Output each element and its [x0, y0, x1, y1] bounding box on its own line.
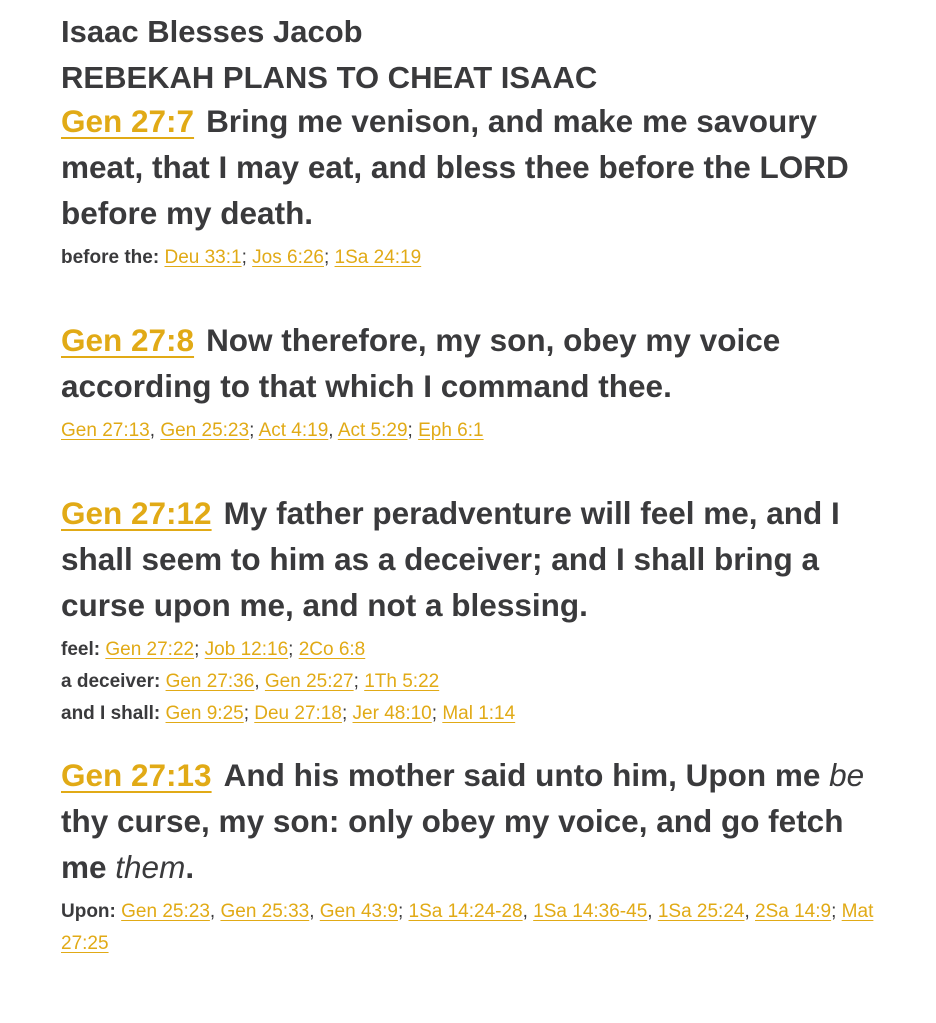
- verse-text: My father peradventure will feel me, and I shall seem to him as a deceiver; and I shall bring a curse upon me, and not a blessing.: [61, 495, 840, 623]
- verse-gen-27-8: [61, 317, 876, 409]
- xref-link[interactable]: Deu 33:1: [164, 247, 242, 268]
- xref-link[interactable]: Gen 25:23: [121, 901, 210, 922]
- verse-text: And his mother said unto him, Upon me: [223, 757, 830, 793]
- verse-reference-link[interactable]: Gen 27:13: [61, 757, 212, 793]
- xref-link[interactable]: Gen 25:23: [160, 420, 250, 441]
- xref-link[interactable]: 1Th 5:22: [364, 671, 440, 692]
- xref-link[interactable]: 2Sa 14:9: [755, 901, 832, 922]
- verse-reference-link[interactable]: Gen 27:7: [61, 103, 195, 139]
- cross-reference-line: a deceiver: Gen 27:36, Gen 25:27; 1Th 5:22: [61, 671, 440, 692]
- verse-text-italic: be: [829, 757, 865, 793]
- verse-text: thy curse, my son: only obey my voice, and go fetch me: [61, 803, 844, 885]
- xref-link[interactable]: Gen 27:13: [61, 420, 150, 441]
- reading-page: [61, 12, 876, 960]
- xref-link[interactable]: Jos 6:26: [252, 247, 324, 268]
- xref-link[interactable]: Mal 1:14: [442, 703, 516, 724]
- xref-link[interactable]: Job 12:16: [204, 639, 289, 660]
- xref-link[interactable]: Gen 25:27: [264, 671, 354, 692]
- xref-link[interactable]: Gen 25:33: [220, 901, 310, 922]
- verse-text: Now therefore, my son, obey my voice according to that which I command thee.: [61, 322, 781, 404]
- xref-link[interactable]: Jer 48:10: [352, 703, 432, 724]
- verse-text-italic: them: [115, 849, 186, 885]
- xref-link[interactable]: Mat 27:25: [61, 901, 874, 954]
- verse-reference-link[interactable]: Gen 27:8: [61, 322, 195, 358]
- xref-link[interactable]: Gen 27:22: [105, 639, 195, 660]
- verse-text: .: [185, 849, 195, 885]
- xref-link[interactable]: Gen 43:9: [319, 901, 398, 922]
- xref-label: and I shall:: [61, 703, 161, 724]
- xref-link[interactable]: 2Co 6:8: [298, 639, 366, 660]
- xref-link[interactable]: Deu 27:18: [254, 703, 342, 724]
- xref-link[interactable]: Gen 9:25: [165, 703, 244, 724]
- verse-reference-link[interactable]: Gen 27:12: [61, 495, 212, 531]
- xref-link[interactable]: Eph 6:1: [418, 420, 484, 441]
- xref-label: a deceiver:: [61, 671, 161, 692]
- verse-gen-27-7: [61, 98, 876, 236]
- section-heading: Isaac Blesses Jacob: [61, 14, 363, 49]
- xref-link[interactable]: 1Sa 14:24-28: [408, 901, 523, 922]
- verse-gen-27-12: [61, 490, 876, 628]
- xref-label: before the:: [61, 247, 160, 268]
- cross-reference-line: Upon: Gen 25:23, Gen 25:33, Gen 43:9; 1Sa 14:24-28, 1Sa 14:36-45, 1Sa 25:24, 2Sa 14:9; Mat 27:25: [61, 901, 874, 954]
- xref-link[interactable]: Gen 27:36: [165, 671, 255, 692]
- xref-link[interactable]: Act 5:29: [337, 420, 408, 441]
- verse-gen-27-13: [61, 752, 876, 890]
- verse-text: Bring me venison, and make me savoury meat, that I may eat, and bless thee before the LORD before my death.: [61, 103, 849, 231]
- xref-link[interactable]: Act 4:19: [258, 420, 329, 441]
- cross-reference-line: Gen 27:13, Gen 25:23; Act 4:19, Act 5:29; Eph 6:1: [61, 420, 484, 441]
- cross-reference-line: and I shall: Gen 9:25; Deu 27:18; Jer 48:10; Mal 1:14: [61, 703, 516, 724]
- cross-reference-line: feel: Gen 27:22; Job 12:16; 2Co 6:8: [61, 639, 366, 660]
- xref-label: Upon:: [61, 901, 116, 922]
- cross-reference-line: before the: Deu 33:1; Jos 6:26; 1Sa 24:19: [61, 247, 422, 268]
- section-subheading: REBEKAH PLANS TO CHEAT ISAAC: [61, 60, 598, 95]
- xref-label: feel:: [61, 639, 101, 660]
- xref-link[interactable]: 1Sa 25:24: [657, 901, 745, 922]
- xref-link[interactable]: 1Sa 24:19: [334, 247, 422, 268]
- xref-link[interactable]: 1Sa 14:36-45: [533, 901, 648, 922]
